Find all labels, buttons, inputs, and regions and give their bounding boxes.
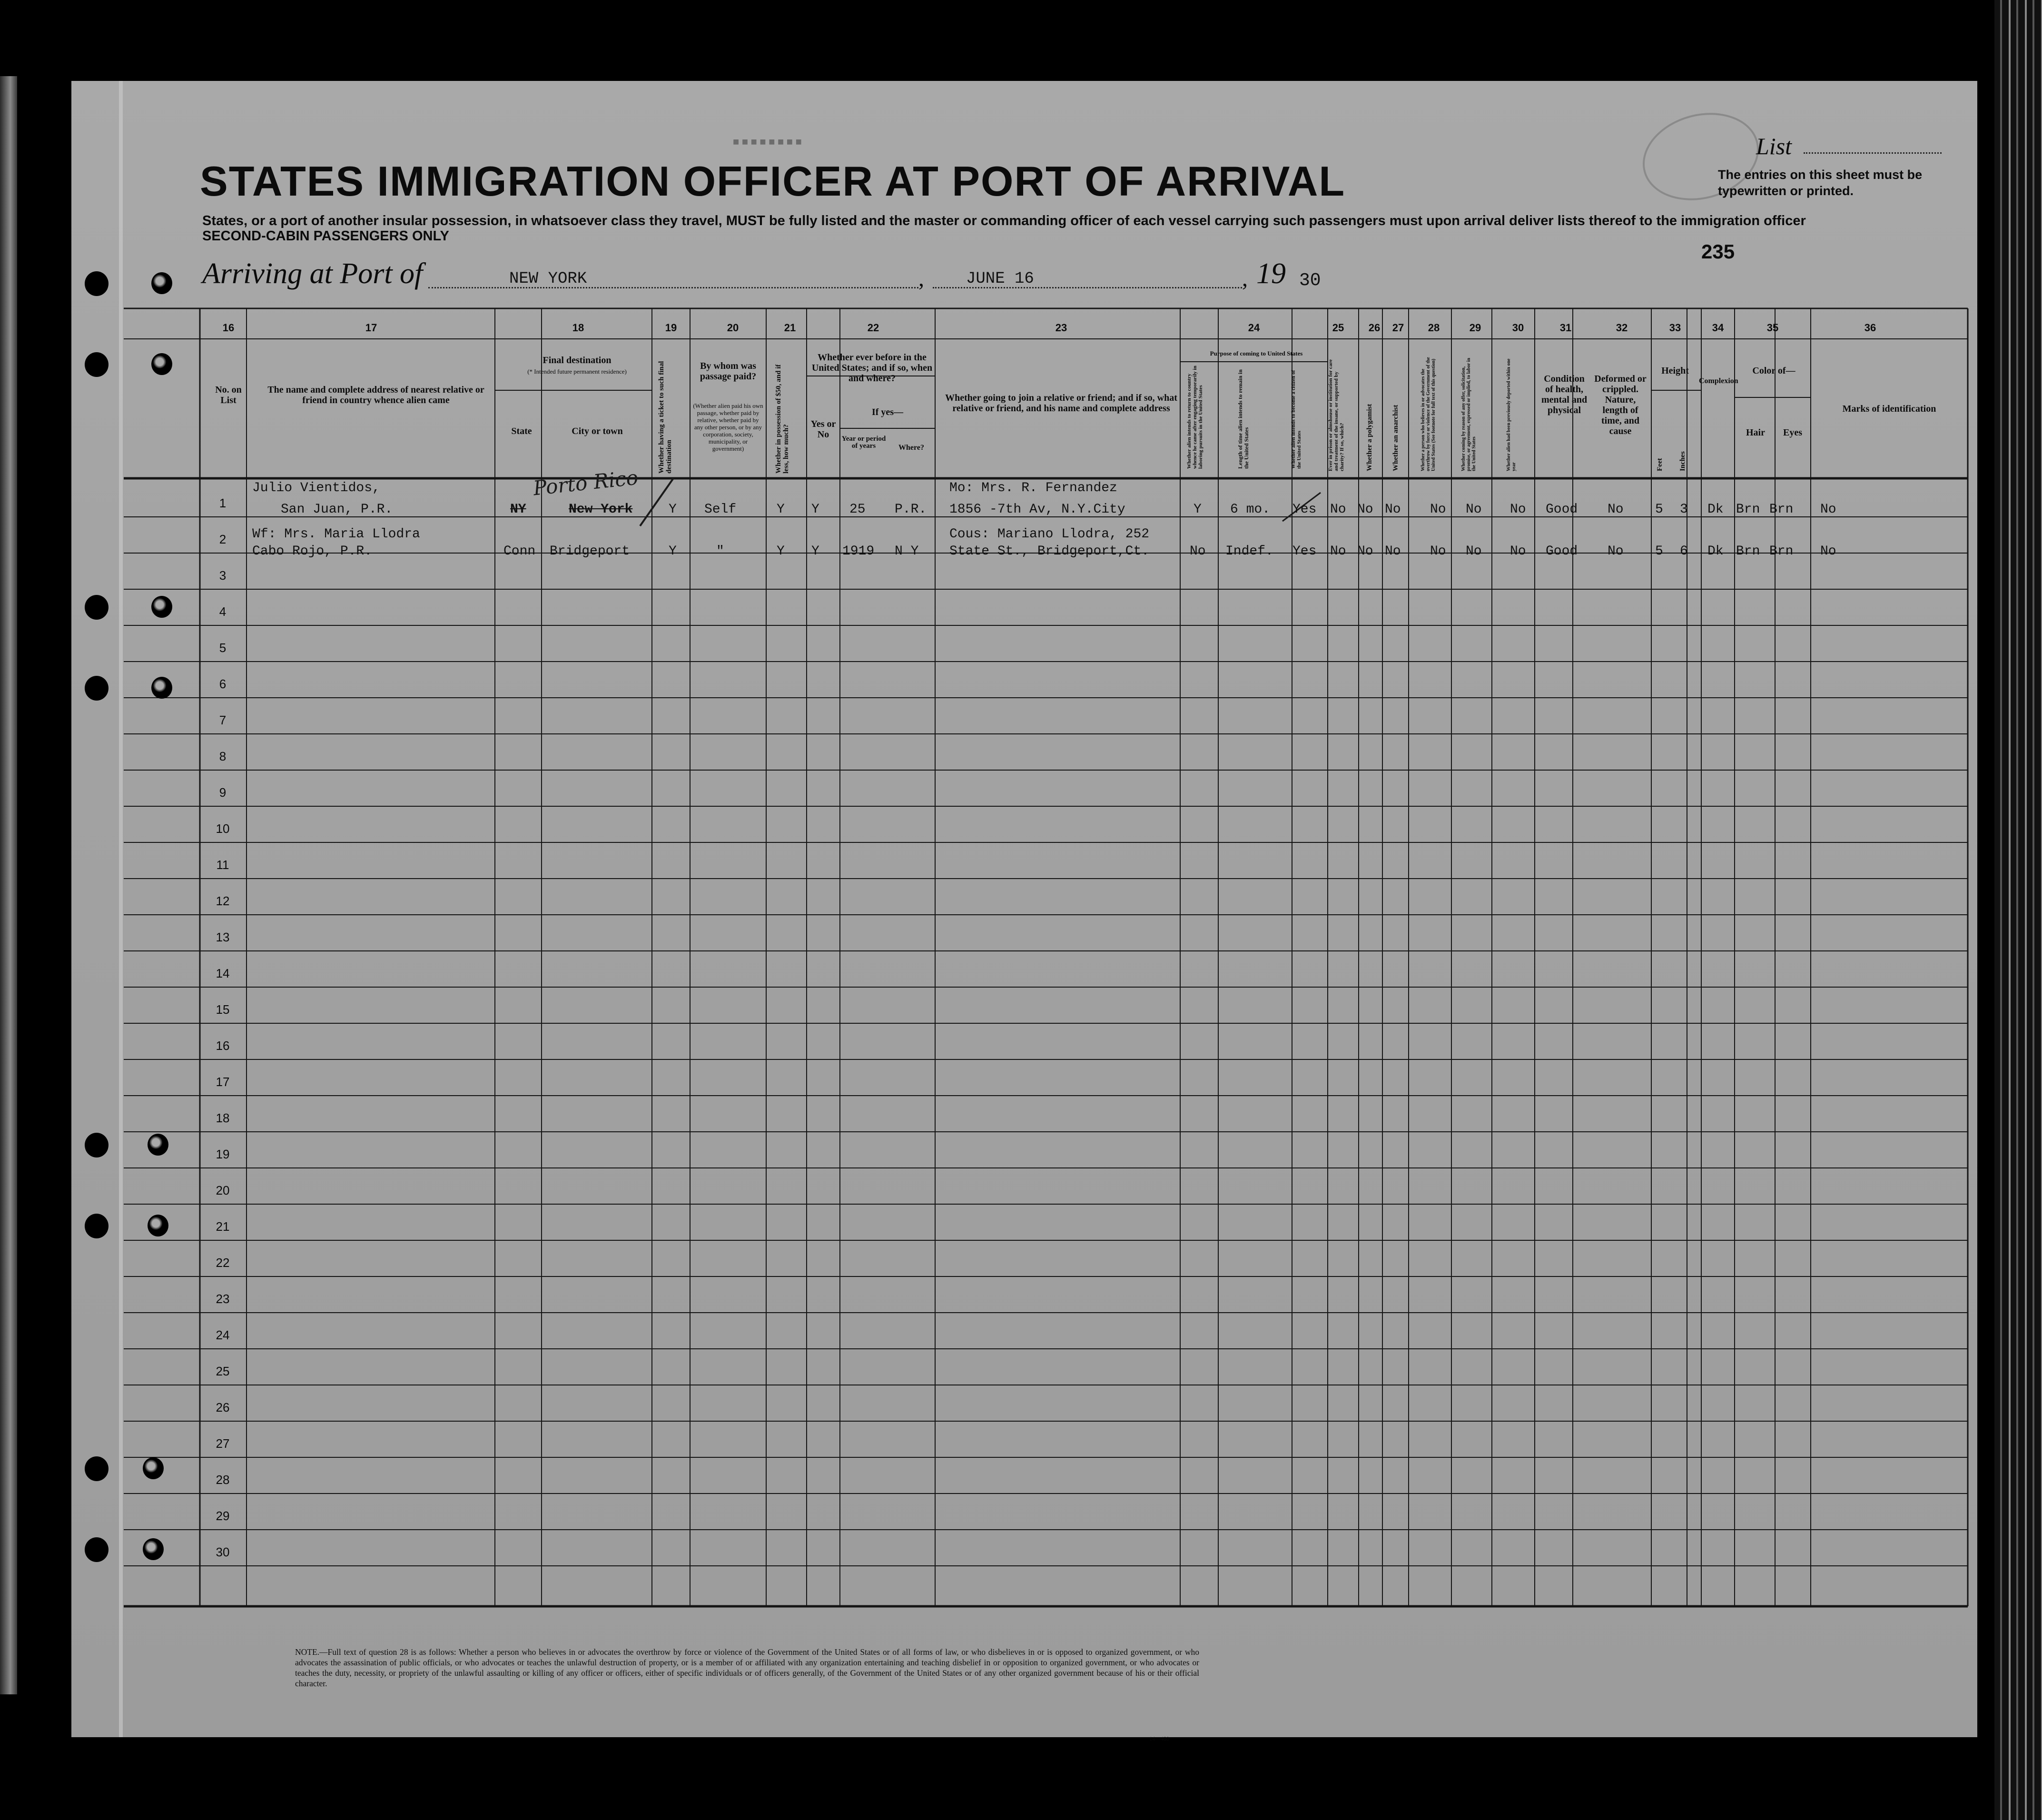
- header-possession-50: Whether in possession of $50, and if less, how much?: [775, 364, 790, 474]
- header-purpose-b: Length of time alien intends to remain in the United States: [1237, 369, 1250, 469]
- row-number: 27: [216, 1436, 230, 1451]
- row-number: 11: [216, 858, 229, 872]
- header-q29: Whether coming by reason of any offer, solicitation, promise, or agreement, expressed or implied, to labor in the United States: [1461, 357, 1477, 471]
- header-where: Where?: [898, 444, 924, 452]
- port-value: NEW YORK: [509, 270, 587, 288]
- header-nearest-relative: The name and complete address of nearest relative or friend in country whence alien came: [267, 385, 484, 406]
- column-number: 25: [1332, 322, 1344, 334]
- row-number: 1: [219, 496, 227, 510]
- entry-1-purpose-c: Yes: [1292, 502, 1317, 517]
- entry-1-purpose-a: Y: [1194, 502, 1202, 517]
- entry-1-hair: Brn: [1736, 502, 1760, 517]
- entry-1-join-line2: 1856 -7th Av, N.Y.City: [949, 502, 1125, 517]
- row-number: 13: [216, 930, 230, 944]
- entry-2-inches: 6: [1680, 544, 1688, 559]
- entry-2-purpose-a: No: [1190, 544, 1206, 559]
- header-height: Height: [1661, 366, 1689, 376]
- row-number: 28: [216, 1473, 230, 1487]
- row-number: 10: [216, 821, 230, 836]
- entry-1-inches: 3: [1680, 502, 1688, 517]
- punch-hole: [151, 272, 172, 294]
- punch-hole: [85, 1537, 109, 1562]
- entry-2-q28: No: [1430, 544, 1446, 559]
- footnote: NOTE.—Full text of question 28 is as follows: Whether a person who believes in or advocates the overthrow by force or violence of the Government of the United States or of all forms of law, or who disbelieves in or is opposed to organized government, or who advocates the assassination of public officials, or who advocates or teaches the unlawful destruction of property, or is a member of or affiliated with any organization entertaining and teaching disbelief in or opposition to organized government, or who advocates or teaches the duty, necessity, or propriety of the unlawful assaulting or killing of any officer or officers, either of specific individuals or of officers generally, of the Government of the United States or of any other organized government because of his or their official character.: [295, 1647, 1199, 1688]
- punch-hole: [85, 1456, 109, 1481]
- entry-2-q29: No: [1466, 544, 1482, 559]
- header-color-of: Color of—: [1752, 366, 1795, 376]
- page-title: STATES IMMIGRATION OFFICER AT PORT OF ARRIVAL: [200, 158, 1346, 205]
- entry-1-q28: No: [1430, 502, 1446, 517]
- row-number: 4: [219, 604, 227, 619]
- column-number: 31: [1559, 322, 1572, 334]
- entry-2-possession-50: Y: [777, 544, 785, 559]
- entry-2-eyes: Brn: [1769, 544, 1794, 559]
- header-polygamist: Whether a polygamist: [1366, 404, 1373, 471]
- bleed-through-text: ■ ■ ■ ■ ■ ■ ■ ■: [733, 136, 802, 148]
- entry-1-anarchist: No: [1385, 502, 1401, 517]
- comma: ,: [918, 266, 924, 291]
- entry-1-deformed: No: [1608, 502, 1624, 517]
- column-number: 19: [665, 322, 677, 334]
- row-number: 7: [219, 713, 227, 727]
- entry-2-deformed: No: [1608, 544, 1624, 559]
- header-ever-before: Whether ever before in the United States; and if so, when and where?: [811, 352, 933, 384]
- row-number: 26: [216, 1400, 230, 1414]
- entry-2-join-line2: State St., Bridgeport,Ct.: [949, 544, 1150, 559]
- entry-1-ever-before: Y: [811, 502, 819, 517]
- header-q30: Whether alien had been previously deported within one year: [1506, 358, 1517, 471]
- punch-hole: [85, 1214, 109, 1238]
- punch-hole: [85, 352, 109, 377]
- header-anarchist: Whether an anarchist: [1392, 405, 1400, 471]
- punch-hole: [85, 271, 109, 296]
- header-join-relative: Whether going to join a relative or friend; and if so, what relative or friend, and his name and complete address: [945, 393, 1177, 414]
- row-number: 24: [216, 1328, 230, 1342]
- column-number: 17: [365, 322, 377, 334]
- header-health: Condition of health, mental and physical: [1541, 374, 1588, 415]
- column-number: 16: [222, 322, 235, 334]
- column-number: 18: [572, 322, 584, 334]
- entry-1-polygamist: No: [1357, 502, 1373, 517]
- entry-2-purpose-c: Yes: [1292, 544, 1317, 559]
- entry-1-passage-paid: Self: [704, 502, 737, 517]
- entry-1-relative-line1: Julio Vientidos,: [252, 481, 380, 495]
- column-number: 29: [1469, 322, 1481, 334]
- row-number: 15: [216, 1002, 230, 1017]
- punch-hole: [151, 596, 172, 618]
- entry-1-eyes: Brn: [1769, 502, 1794, 517]
- row-number: 29: [216, 1509, 230, 1523]
- entry-2-ever-before: Y: [811, 544, 819, 559]
- header-if-yes: If yes—: [871, 407, 904, 417]
- entry-1-handwritten-destination: Porto Rico: [532, 465, 640, 500]
- entry-1-relative-line2: San Juan, P.R.: [281, 502, 393, 517]
- row-number: 12: [216, 894, 230, 908]
- header-marks: Marks of identification: [1842, 404, 1936, 414]
- row-number: 18: [216, 1111, 230, 1125]
- header-purpose: Purpose of coming to United States: [1210, 350, 1303, 357]
- entry-2-city: Bridgeport: [550, 544, 630, 559]
- header-hair: Hair: [1746, 427, 1765, 438]
- header-q28: Whether a person who believes in or advocates the overthrow by force or violence of the Government of the United States (See footnote for full text of this question): [1421, 357, 1436, 471]
- column-number: 20: [727, 322, 739, 334]
- entry-1-possession-50: Y: [777, 502, 785, 517]
- row-number: 19: [216, 1147, 230, 1161]
- entry-2-relative-line2: Cabo Rojo, P.R.: [252, 544, 373, 559]
- entry-2-passage-paid: ": [716, 544, 724, 559]
- header-final-destination-note: (* Intended future permanent residence): [527, 368, 627, 375]
- header-purpose-a: Whether alien intends to return to country whence he came after engaging temporarily in laboring pursuits in the United States: [1186, 366, 1203, 469]
- entry-2-hair: Brn: [1736, 544, 1760, 559]
- punch-hole: [143, 1457, 164, 1479]
- header-city: City or town: [572, 426, 623, 436]
- entry-2-purpose-b: Indef.: [1225, 544, 1273, 559]
- entry-1-purpose-b: 6 mo.: [1230, 502, 1271, 517]
- header-no-on-list: No. on List: [215, 385, 242, 406]
- entry-1-q29: No: [1466, 502, 1482, 517]
- column-number: 30: [1512, 322, 1524, 334]
- year-prefix: 19: [1256, 257, 1286, 290]
- column-number: 36: [1864, 322, 1876, 334]
- form-code: 14—480: [1149, 1735, 1169, 1742]
- entry-1-year-period: 25: [849, 502, 866, 517]
- column-number: 27: [1392, 322, 1404, 334]
- row-number: 30: [216, 1545, 230, 1559]
- entry-2-relative-line1: Wf: Mrs. Maria Llodra: [252, 527, 420, 542]
- entry-2-anarchist: No: [1385, 544, 1401, 559]
- column-number: 35: [1766, 322, 1779, 334]
- year-suffix: 30: [1299, 270, 1321, 291]
- row-number: 3: [219, 568, 227, 583]
- column-number: 23: [1055, 322, 1067, 334]
- entry-2-ticket: Y: [669, 544, 677, 559]
- entry-1-ever-prison: No: [1330, 502, 1346, 517]
- comma: ,: [1242, 266, 1248, 291]
- entry-1-city: New York: [569, 502, 633, 517]
- punch-hole: [148, 1134, 168, 1156]
- row-number: 2: [219, 532, 227, 546]
- row-number: 25: [216, 1364, 230, 1378]
- header-state: State: [511, 426, 532, 436]
- row-number: 5: [219, 641, 227, 655]
- entry-1-feet: 5: [1655, 502, 1663, 517]
- entry-1-health: Good: [1546, 502, 1578, 517]
- header-eyes: Eyes: [1783, 427, 1802, 438]
- entry-1-join-line1: Mo: Mrs. R. Fernandez: [949, 481, 1117, 495]
- row-number: 14: [216, 966, 230, 980]
- punch-hole: [143, 1538, 164, 1560]
- header-purpose-c: Whether alien intends to become a citizen of the United States: [1291, 370, 1302, 469]
- row-number: 21: [216, 1219, 230, 1234]
- entry-2-join-line1: Cous: Mariano Llodra, 252: [949, 527, 1150, 542]
- header-passage-note: (Whether alien paid his own passage, whether paid by relative, whether paid by any other person, or by any corporation, society, municipality, or government): [693, 402, 763, 452]
- instructions-text: States, or a port of another insular possession, in whatsoever class they travel, MUST be fully listed and the master or commanding officer of each vessel carrying such passengers must upon arrival deliver lists thereof to the immigration officer: [202, 213, 1806, 228]
- punch-hole: [85, 595, 109, 620]
- column-number: 26: [1368, 322, 1381, 334]
- row-number: 9: [219, 785, 227, 800]
- entry-2-year-period: 1919: [842, 544, 875, 559]
- column-number: 33: [1669, 322, 1681, 334]
- row-number: 22: [216, 1256, 230, 1270]
- entry-1-complexion: Dk: [1707, 502, 1724, 517]
- row-number: 6: [219, 677, 227, 691]
- header-year-period: Year or period of years: [841, 435, 886, 450]
- entry-2-q30: No: [1510, 544, 1526, 559]
- entry-1-ticket: Y: [669, 502, 677, 517]
- class-line: SECOND-CABIN PASSENGERS ONLY: [202, 228, 449, 244]
- punch-hole: [85, 1133, 109, 1157]
- arriving-label: Arriving at Port of: [202, 257, 423, 290]
- header-feet: Feet: [1656, 458, 1664, 471]
- punch-hole: [85, 676, 109, 701]
- row-number: 16: [216, 1039, 230, 1053]
- header-complexion: Complexion: [1699, 377, 1738, 385]
- entry-2-complexion: Dk: [1707, 544, 1724, 559]
- entry-2-marks: No: [1820, 544, 1836, 559]
- header-final-destination: Final destination: [543, 355, 612, 366]
- entry-2-feet: 5: [1655, 544, 1663, 559]
- entry-2-where: N Y: [895, 544, 919, 559]
- entry-2-ever-prison: No: [1330, 544, 1346, 559]
- row-number: 17: [216, 1075, 230, 1089]
- column-number: 21: [784, 322, 796, 334]
- column-number: 34: [1712, 322, 1724, 334]
- sheet-number: 235: [1701, 240, 1735, 263]
- column-number: 28: [1428, 322, 1440, 334]
- row-number: 20: [216, 1183, 230, 1197]
- date-value: JUNE 16: [966, 270, 1034, 288]
- header-ever-prison: Ever in prison or almshouse or institution for care and treatment of the insane, or supported by charity? If so, which?: [1328, 359, 1345, 471]
- column-number: 32: [1616, 322, 1628, 334]
- list-note: The entries on this sheet must be typewritten or printed.: [1718, 168, 1923, 198]
- entry-2-state: Conn: [503, 544, 536, 559]
- column-number: 22: [867, 322, 879, 334]
- header-yes-or-no: Yes or No: [810, 419, 836, 440]
- header-deformed: Deformed or crippled. Nature, length of time, and cause: [1594, 374, 1647, 436]
- entry-1-state: NY: [510, 502, 526, 517]
- entry-2-health: Good: [1546, 544, 1578, 559]
- row-number: 8: [219, 749, 227, 763]
- entry-1-marks: No: [1820, 502, 1836, 517]
- row-number: 23: [216, 1292, 230, 1306]
- punch-hole: [151, 353, 172, 375]
- punch-hole: [148, 1215, 168, 1236]
- list-label: List: [1756, 133, 1792, 159]
- header-ticket: Whether having a ticket to such final destination: [658, 361, 673, 474]
- header-passage-paid: By whom was passage paid?: [700, 361, 757, 382]
- entry-1-q30: No: [1510, 502, 1526, 517]
- punch-hole: [151, 677, 172, 699]
- entry-2-polygamist: No: [1357, 544, 1373, 559]
- header-inches: Inches: [1679, 451, 1687, 471]
- entry-1-where: P.R.: [895, 502, 927, 517]
- column-number: 24: [1248, 322, 1260, 334]
